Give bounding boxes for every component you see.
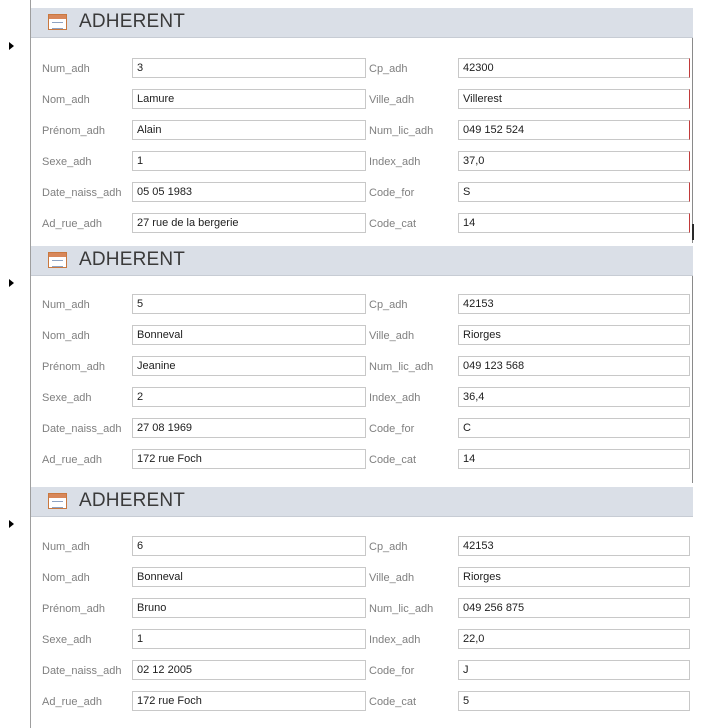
ad-rue-adh-field[interactable]: 172 rue Foch [132,691,366,711]
label-num-adh: Num_adh [42,541,90,553]
label-cp-adh: Cp_adh [369,299,408,311]
adherent-form-2 [0,243,706,483]
prenom-adh-field[interactable]: Jeanine [132,356,366,376]
adherent-form-1 [0,0,706,243]
ville-adh-field[interactable]: Riorges [458,567,690,587]
label-code-for: Code_for [369,665,415,677]
record-selector[interactable] [0,243,31,483]
ville-adh-field[interactable]: Villerest [458,89,690,109]
label-date-naiss-adh: Date_naiss_adh [42,665,122,677]
label-prenom-adh: Prénom_adh [42,125,105,137]
cp-adh-field[interactable]: 42153 [458,294,690,314]
label-num-adh: Num_adh [42,299,90,311]
label-code-cat: Code_cat [369,696,417,708]
nom-adh-field[interactable]: Bonneval [132,567,366,587]
ad-rue-adh-field[interactable]: 27 rue de la bergerie [132,213,366,233]
form-detail [31,276,693,483]
num-adh-field[interactable]: 3 [132,58,366,78]
label-sexe-adh: Sexe_adh [42,156,92,168]
label-prenom-adh: Prénom_adh [42,603,105,615]
ad-rue-adh-field[interactable]: 172 rue Foch [132,449,366,469]
label-date-naiss-adh: Date_naiss_adh [42,423,122,435]
label-ville-adh: Ville_adh [369,330,415,342]
label-date-naiss-adh: Date_naiss_adh [42,187,122,199]
label-code-cat: Code_cat [369,454,417,466]
label-num-lic-adh: Num_lic_adh [369,125,434,137]
window-edge [692,224,694,240]
form-detail [31,517,693,728]
index-adh-field[interactable]: 22,0 [458,629,690,649]
form-header [31,246,693,276]
label-code-cat: Code_cat [369,218,417,230]
prenom-adh-field[interactable]: Alain [132,120,366,140]
label-num-adh: Num_adh [42,63,90,75]
label-code-for: Code_for [369,423,415,435]
label-ville-adh: Ville_adh [369,572,415,584]
sexe-adh-field[interactable]: 1 [132,629,366,649]
form-detail [31,38,693,243]
label-cp-adh: Cp_adh [369,63,408,75]
code-cat-field[interactable]: 14 [458,213,690,233]
label-ad-rue-adh: Ad_rue_adh [42,454,102,466]
current-record-arrow-icon [9,520,14,528]
index-adh-field[interactable]: 36,4 [458,387,690,407]
label-prenom-adh: Prénom_adh [42,361,105,373]
record-selector[interactable] [0,483,31,728]
date-naiss-adh-field[interactable]: 27 08 1969 [132,418,366,438]
form-icon [48,14,67,30]
record-selector[interactable] [0,0,31,243]
date-naiss-adh-field[interactable]: 02 12 2005 [132,660,366,680]
label-ad-rue-adh: Ad_rue_adh [42,218,102,230]
code-cat-field[interactable]: 5 [458,691,690,711]
num-lic-adh-field[interactable]: 049 123 568 [458,356,690,376]
num-lic-adh-field[interactable]: 049 152 524 [458,120,690,140]
ville-adh-field[interactable]: Riorges [458,325,690,345]
num-lic-adh-field[interactable]: 049 256 875 [458,598,690,618]
label-index-adh: Index_adh [369,634,421,646]
num-adh-field[interactable]: 6 [132,536,366,556]
label-nom-adh: Nom_adh [42,94,90,106]
form-title: ADHERENT [79,249,186,270]
label-ad-rue-adh: Ad_rue_adh [42,696,102,708]
form-title: ADHERENT [79,490,186,511]
label-nom-adh: Nom_adh [42,330,90,342]
nom-adh-field[interactable]: Lamure [132,89,366,109]
sexe-adh-field[interactable]: 1 [132,151,366,171]
label-nom-adh: Nom_adh [42,572,90,584]
code-for-field[interactable]: S [458,182,690,202]
prenom-adh-field[interactable]: Bruno [132,598,366,618]
label-code-for: Code_for [369,187,415,199]
form-icon [48,252,67,268]
form-icon [48,493,67,509]
code-for-field[interactable]: C [458,418,690,438]
label-ville-adh: Ville_adh [369,94,415,106]
label-index-adh: Index_adh [369,156,421,168]
form-title: ADHERENT [79,11,186,32]
label-num-lic-adh: Num_lic_adh [369,361,434,373]
label-sexe-adh: Sexe_adh [42,392,92,404]
label-num-lic-adh: Num_lic_adh [369,603,434,615]
index-adh-field[interactable]: 37,0 [458,151,690,171]
date-naiss-adh-field[interactable]: 05 05 1983 [132,182,366,202]
code-for-field[interactable]: J [458,660,690,680]
current-record-arrow-icon [9,279,14,287]
code-cat-field[interactable]: 14 [458,449,690,469]
label-cp-adh: Cp_adh [369,541,408,553]
adherent-form-3 [0,483,706,728]
form-header [31,8,693,38]
cp-adh-field[interactable]: 42153 [458,536,690,556]
num-adh-field[interactable]: 5 [132,294,366,314]
current-record-arrow-icon [9,42,14,50]
cp-adh-field[interactable]: 42300 [458,58,690,78]
sexe-adh-field[interactable]: 2 [132,387,366,407]
label-sexe-adh: Sexe_adh [42,634,92,646]
nom-adh-field[interactable]: Bonneval [132,325,366,345]
form-header [31,487,693,517]
label-index-adh: Index_adh [369,392,421,404]
